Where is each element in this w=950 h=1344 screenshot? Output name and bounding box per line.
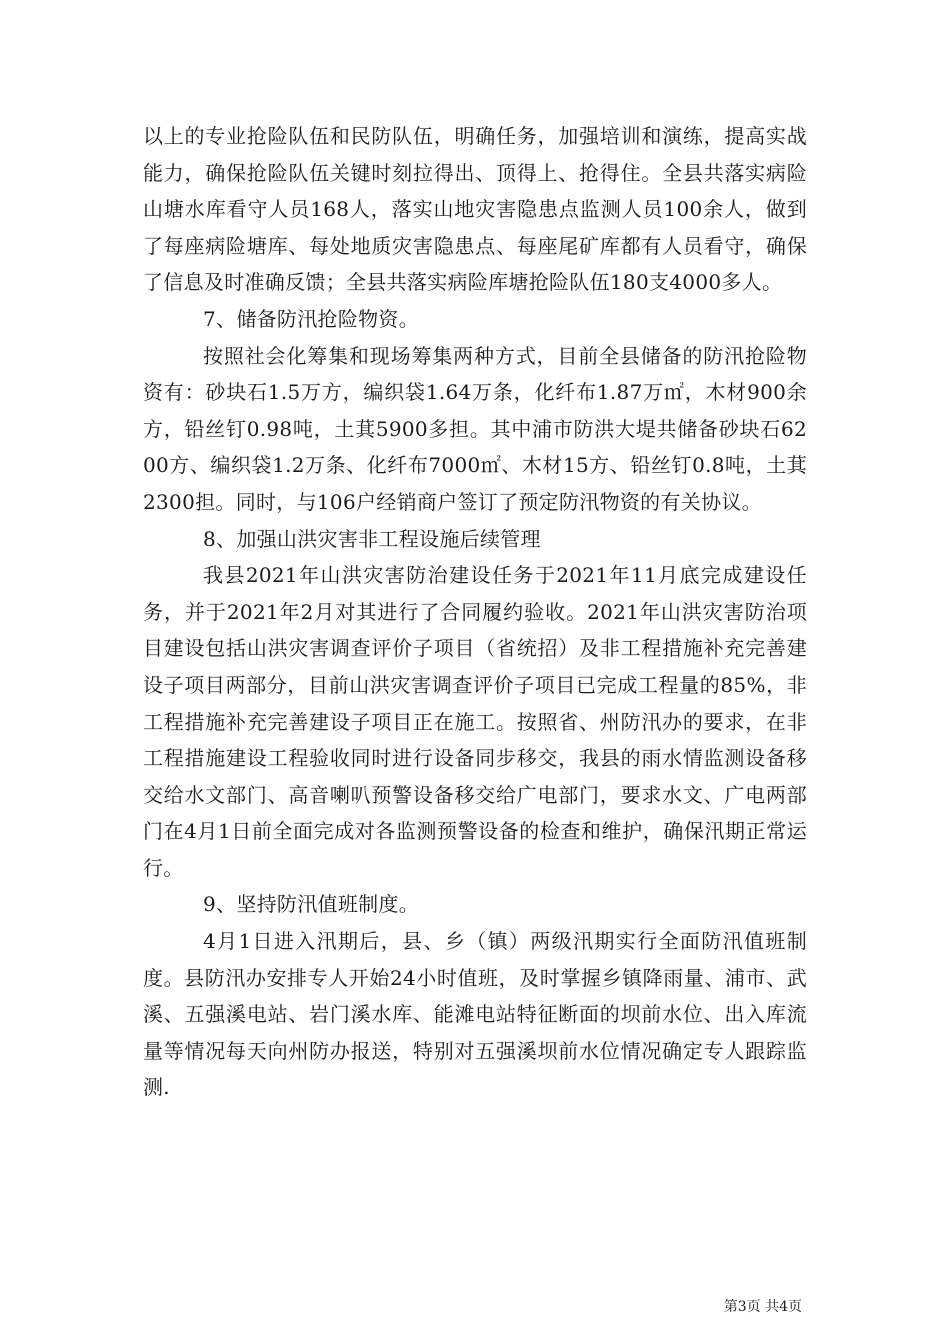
paragraph-flood-materials: 按照社会化筹集和现场筹集两种方式，目前全县储备的防汛抢险物资有：砂块石1.5万方，编织袋1.64万条，化纤布1.87万㎡，木材900余方，铅丝钉0.98吨，土萁5900多担。其中浦市防洪大堤共储备砂块石6200方、编织袋1.2万条、化纤布7000㎡、木材15方、铅丝钉0.8吨，土萁2300担。同时，与106户经销商户签订了预定防汛物资的有关协议。 [143,343,807,514]
paragraph-mountain-flood: 我县2021年山洪灾害防治建设任务于2021年11月底完成建设任务，并于2021年2月对其进行了合同履约验收。2021年山洪灾害防治项目建设包括山洪灾害调查评价子项目（省统招）及非工程措施补充完善建设子项目两部分，目前山洪灾害调查评价子项目已完成工程量的85%，非工程措施补充完善建设子项目正在施工。按照省、州防汛办的要求，在非工程措施建设工程验收同时进行设备同步移交，我县的雨水情监测设备移交给水文部门、高音喇叭预警设备移交给广电部门，要求水文、广电两部门在4月1日前全面完成对各监测预警设备的检查和维护，确保汛期正常运行。 [143,563,807,880]
heading-flood-materials: 7、储备防汛抢险物资。 [203,306,420,331]
page-number: 第3页 共4页 [723,1299,802,1315]
paragraph-rescue-teams: 以上的专业抢险队伍和民防队伍，明确任务，加强培训和演练，提高实战能力，确保抢险队伍关键时刻拉得出、顶得上、抢得住。全县共落实病险山塘水库看守人员168人，落实山地灾害隐患点监测人员100余人，做到了每座病险塘库、每处地质灾害隐患点、每座尾矿库都有人员看守，确保了信息及时准确反馈；全县共落实病险库塘抢险队伍180支4000多人。 [143,124,807,295]
heading-mountain-flood: 8、加强山洪灾害非工程设施后续管理 [203,526,541,551]
document-body [143,118,807,1106]
paragraph-duty-system: 4月1日进入汛期后，县、乡（镇）两级汛期实行全面防汛值班制度。县防汛办安排专人开始24小时值班，及时掌握乡镇降雨量、浦市、武溪、五强溪电站、岩门溪水库、能滩电站特征断面的坝前水位、出入库流量等情况每天向州防办报送，特别对五强溪坝前水位情况确定专人跟踪监测. [143,929,807,1100]
heading-duty-system: 9、坚持防汛值班制度。 [203,892,420,917]
